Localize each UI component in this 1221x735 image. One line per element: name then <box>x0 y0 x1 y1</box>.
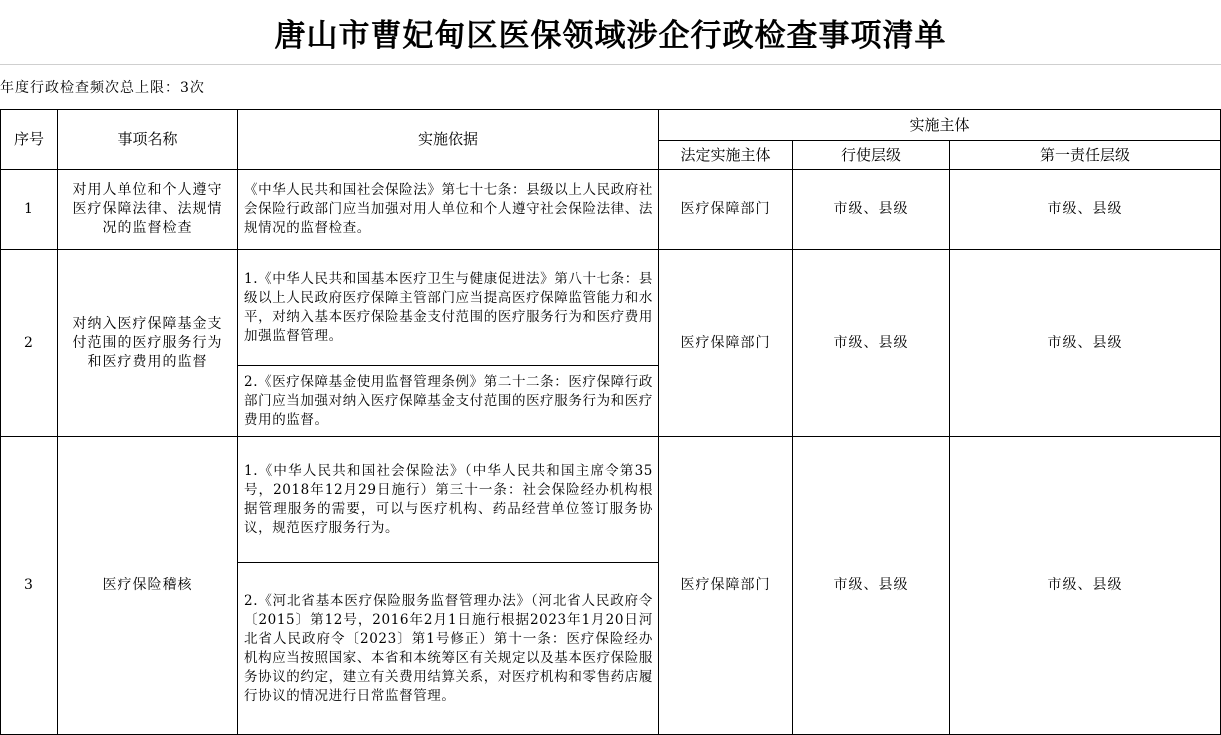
header-seq: 序号 <box>0 109 58 170</box>
row2-legal-subject: 医疗保障部门 <box>658 249 793 437</box>
header-basis: 实施依据 <box>237 109 659 170</box>
row2-basis-1: 1.《中华人民共和国基本医疗卫生与健康促进法》第八十七条：县级以上人民政府医疗保障主管部门应当提高医疗保障监管能力和水平，对纳入基本医疗保险基金支付范围的医疗服务行为和医疗费用加强监督管理。 <box>237 249 659 366</box>
row3-first-level: 市级、县级 <box>949 436 1221 735</box>
row2-seq: 2 <box>0 249 58 437</box>
header-item-name: 事项名称 <box>57 109 238 170</box>
row2-first-level: 市级、县级 <box>949 249 1221 437</box>
header-subject: 实施主体 <box>658 109 1221 141</box>
row1-first-level: 市级、县级 <box>949 169 1221 250</box>
row3-legal-subject: 医疗保障部门 <box>658 436 793 735</box>
row3-basis-1: 1.《中华人民共和国社会保险法》（中华人民共和国主席令第35号，2018年12月29日施行）第三十一条：社会保险经办机构根据管理服务的需要，可以与医疗机构、药品经营单位签订服务协议，规范医疗服务行为。 <box>237 436 659 563</box>
row3-exercise-level: 市级、县级 <box>792 436 950 735</box>
row1-legal-subject: 医疗保障部门 <box>658 169 793 250</box>
row2-item-name: 对纳入医疗保障基金支付范围的医疗服务行为和医疗费用的监督 <box>57 249 238 437</box>
header-legal-subject: 法定实施主体 <box>658 140 793 170</box>
row3-item-name: 医疗保险稽核 <box>57 436 238 735</box>
row1-basis: 《中华人民共和国社会保险法》第七十七条：县级以上人民政府社会保险行政部门应当加强对用人单位和个人遵守社会保险法律、法规情况的监督检查。 <box>237 169 659 250</box>
annual-limit-note: 年度行政检查频次总上限：3次 <box>0 80 205 96</box>
row2-basis-2: 2.《医疗保障基金使用监督管理条例》第二十二条：医疗保障行政部门应当加强对纳入医疗保障基金支付范围的医疗服务行为和医疗费用的监督。 <box>237 365 659 437</box>
row1-item-name: 对用人单位和个人遵守医疗保障法律、法规情况的监督检查 <box>57 169 238 250</box>
row3-basis-2: 2.《河北省基本医疗保险服务监督管理办法》（河北省人民政府令〔2015〕第12号，2016年2月1日施行根据2023年1月20日河北省人民政府令〔2023〕第1号修正）第十一条：医疗保险经办机构应当按照国家、本省和本统筹区有关规定以及基本医疗保险服务协议的约定，建立有关费用结算关系，对医疗机构和零售药店履行协议的情况进行日常监督管理。 <box>237 562 659 735</box>
header-exercise-level: 行使层级 <box>792 140 950 170</box>
page-title: 唐山市曹妃甸区医保领域涉企行政检查事项清单 <box>0 0 1221 65</box>
header-first-level: 第一责任层级 <box>949 140 1221 170</box>
row1-seq: 1 <box>0 169 58 250</box>
row2-exercise-level: 市级、县级 <box>792 249 950 437</box>
row3-seq: 3 <box>0 436 58 735</box>
row1-exercise-level: 市级、县级 <box>792 169 950 250</box>
